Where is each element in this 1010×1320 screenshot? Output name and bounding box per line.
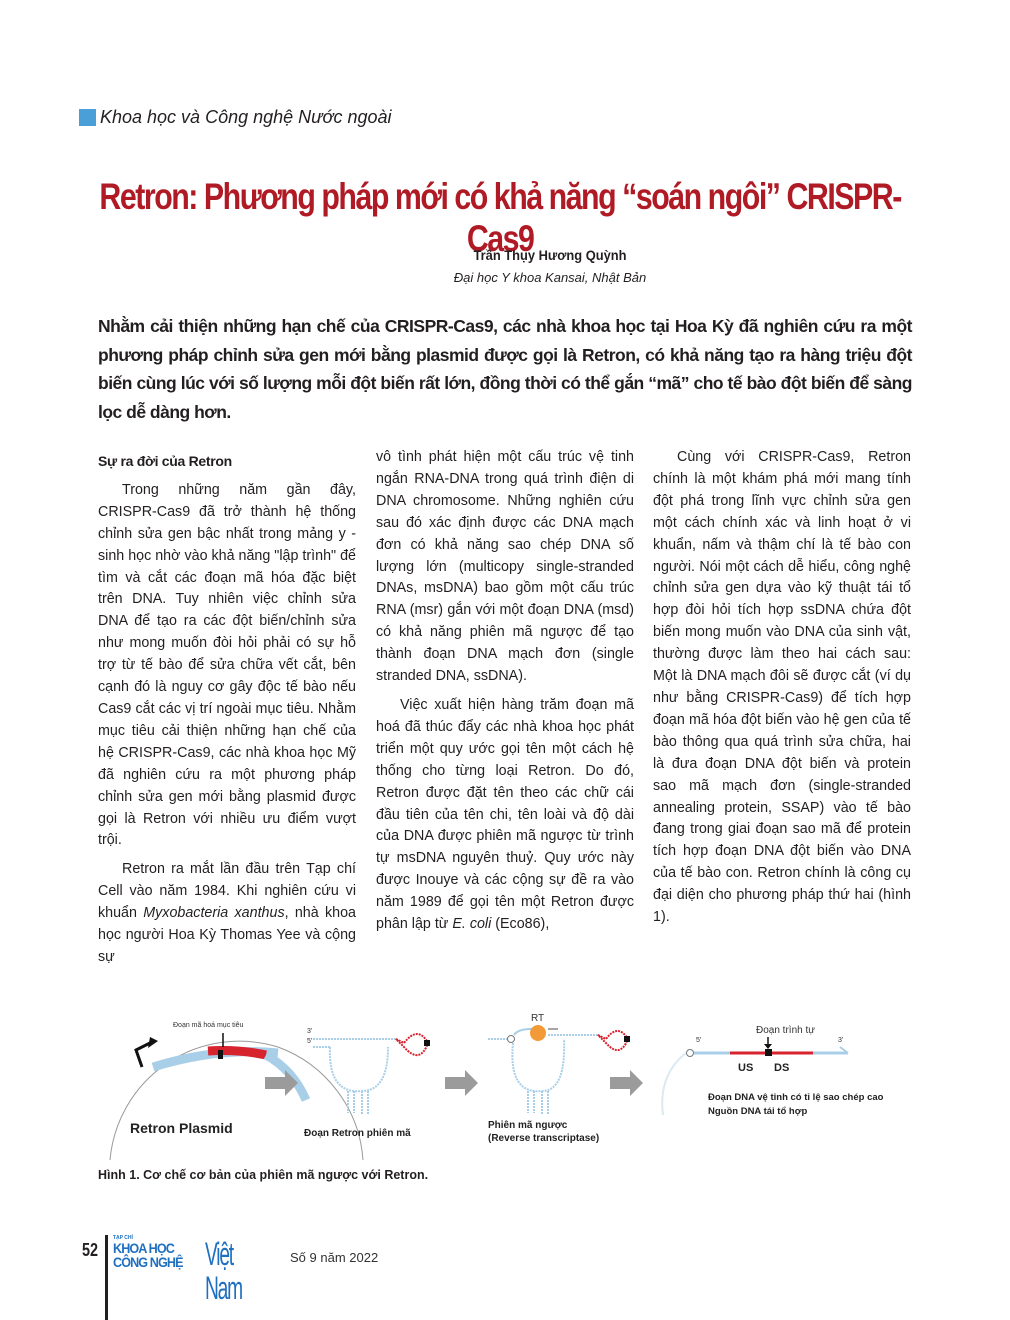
text-span: Việc xuất hiện hàng trăm đoạn mã hoá đã thúc đẩy các nhà khoa học phát triển một quy ước gọi tên một cách hệ thống cho từng loại Retron. Do đó, Retron được đặt tên theo các chữ cái đầu tiên của tên chi, tên loài và độ dài của DNA được phiên mã ngược từ trình tự msDNA nguyên thuỷ. Quy ước này được Inouye và các cộng sự đề ra vào năm 1989 để gọi tên một Retron được phân lập từ xyxy=(376,696,634,933)
rt-label: RT xyxy=(531,1013,545,1024)
sequence-label: Đoạn trình tự xyxy=(756,1025,815,1036)
text-span: (Eco86), xyxy=(491,916,550,933)
figure-retron-mechanism xyxy=(98,1013,918,1160)
article-title: Retron: Phương pháp mới có khả năng “soán ngôi” CRISPR-Cas9 xyxy=(99,176,901,259)
dna-3-label: 3' xyxy=(838,1037,844,1044)
paragraph: vô tình phát hiện một cấu trúc vệ tinh ngắn RNA-DNA trong quá trình điện di DNA chromosome. Những nghiên cứu sau đó xác định được các DNA mạch đơn có khả năng sao chép DNA số lượng lớn (multicopy single-stranded DNAs, msDNA) bao gồm một cấu trúc RNA (msr) gắn với một đoạn DNA (msd) có khả năng phiên mã ngược để tạo thành đoạn DNA mạch đơn (single stranded DNA, ssDNA). xyxy=(376,449,634,685)
paragraph: Cùng với CRISPR-Cas9, Retron chính là một khám phá mới mang tính đột phá trong lĩnh vực chỉnh sửa gen một cách chính xác và linh hoạt ở vi khuẩn, nấm và thậm chí là tế bào con người. Nói một cách dễ hiểu, công nghệ chỉnh sửa gen dựa vào kỹ thuật tái tổ hợp đòi hỏi tích hợp ssDNA chứa đột biến mong muốn vào DNA của sinh vật, thường được làm theo hai cách sau: Một là DNA mạch đôi sẽ được cắt (ví dụ như bằng CRISPR-Cas9) để tích hợp đoạn mã hóa đột biến vào hệ gen của tế bào thông qua quá trình sửa chữa, hai là đưa đoạn DNA đột biến và protein sao mã mạch đơn (single-stranded annealing protein, SSAP) vào tế bào đang trong giai đoạn sao mã để protein tích hợp đoạn DNA đột biến vào DNA của tế bào con. Retron chính là công cụ đại diện cho phương pháp thứ hai (hình 1). xyxy=(653,449,911,926)
logo-line-2: CÔNG NGHỆ xyxy=(113,1254,183,1270)
footer-divider xyxy=(105,1235,108,1320)
column-2 xyxy=(376,447,634,943)
plasmid-label: Retron Plasmid xyxy=(130,1120,233,1136)
step3-label-2: (Reverse transcriptase) xyxy=(488,1133,600,1144)
strand-5-label: 5' xyxy=(307,1038,313,1045)
dna-5-label: 5' xyxy=(696,1037,702,1044)
lead-paragraph: Nhằm cải thiện những hạn chế của CRISPR-Cas9, các nhà khoa học tại Hoa Kỳ đã nghiên cứu ra một phương pháp chỉnh sửa gen mới bằng plasmid được gọi là Retron, có khả năng tạo ra hàng triệu đột biến cùng lúc với số lượng mỗi đột biến rất lớn, đồng thời có thể gắn “mã” cho tế bào đột biến để sàng lọc dễ dàng hơn. xyxy=(98,316,912,422)
page-number: 52 xyxy=(82,1240,99,1260)
paragraph: Trong những năm gần đây, CRISPR-Cas9 đã trở thành hệ thống chỉnh sửa gen bậc nhất trong mảng y - sinh học nhờ vào khả năng "lập trình" để tìm và cắt các đoạn mã hóa đặc biệt trên DNA. Tuy nhiên việc chỉnh sửa DNA để tạo ra các đột biến/chỉnh sửa như mong muốn đòi hỏi phải có sự hỗ trợ từ tế bào để sửa chữa vết cắt, bên cạnh đó là nguy cơ gây độc tế bào nếu Cas9 cắt các vị trí ngoài mục tiêu. Nhằm mục tiêu cải thiện những hạn chế của hệ CRISPR-Cas9, các nhà khoa học Mỹ đã nghiên cứu ra một phương pháp chỉnh sửa gen mới bằng plasmid được gọi là Retron với nhiều ưu điểm vượt trội. xyxy=(98,481,356,849)
column-1 xyxy=(98,447,356,976)
step3-label-1: Phiên mã ngược xyxy=(488,1120,568,1131)
text-span: Retron ra mắt lần đầu trên Tạp chí Cell vào năm 1984. Khi nghiên cứu vi khuẩn xyxy=(98,861,356,922)
subheading: Sự ra đời của Retron xyxy=(98,453,232,469)
section-label: Khoa học và Công nghệ Nước ngoài xyxy=(100,107,392,127)
author-affiliation: Đại học Y khoa Kansai, Nhật Bản xyxy=(453,270,647,285)
species-name: Myxobacteria xanthus xyxy=(143,905,285,922)
author-name: Trần Thụy Hương Quỳnh xyxy=(473,247,627,263)
logo-small-text: TẠP CHÍ xyxy=(113,1235,133,1241)
magazine-logo xyxy=(113,1235,273,1306)
species-name: E. coli xyxy=(452,916,492,933)
figure-caption: Hình 1. Cơ chế cơ bản của phiên mã ngược với Retron. xyxy=(98,1168,429,1182)
section-tag xyxy=(79,107,391,128)
ds-label: DS xyxy=(774,1062,790,1074)
paragraph xyxy=(376,695,634,936)
us-label: US xyxy=(738,1062,754,1074)
strand-3-label: 3' xyxy=(307,1028,313,1035)
text-span: , nhà khoa học người Hoa Kỳ Thomas Yee và cộng sự xyxy=(98,905,356,965)
column-3 xyxy=(653,447,911,936)
target-segment-label: Đoạn mã hoá mục tiêu xyxy=(173,1022,244,1029)
step4-label-2: Nguồn DNA tái tổ hợp xyxy=(708,1106,808,1117)
paragraph xyxy=(98,859,356,969)
step2-label: Đoạn Retron phiên mã xyxy=(304,1128,411,1139)
logo-line-1: KHOA HỌC xyxy=(113,1240,174,1256)
issue-info: Số 9 năm 2022 xyxy=(290,1250,379,1265)
section-square-icon xyxy=(79,109,96,126)
step4-label-1: Đoạn DNA vệ tinh có tỉ lệ sao chép cao xyxy=(708,1092,884,1103)
logo-vietnam: Việt Nam xyxy=(205,1236,242,1306)
